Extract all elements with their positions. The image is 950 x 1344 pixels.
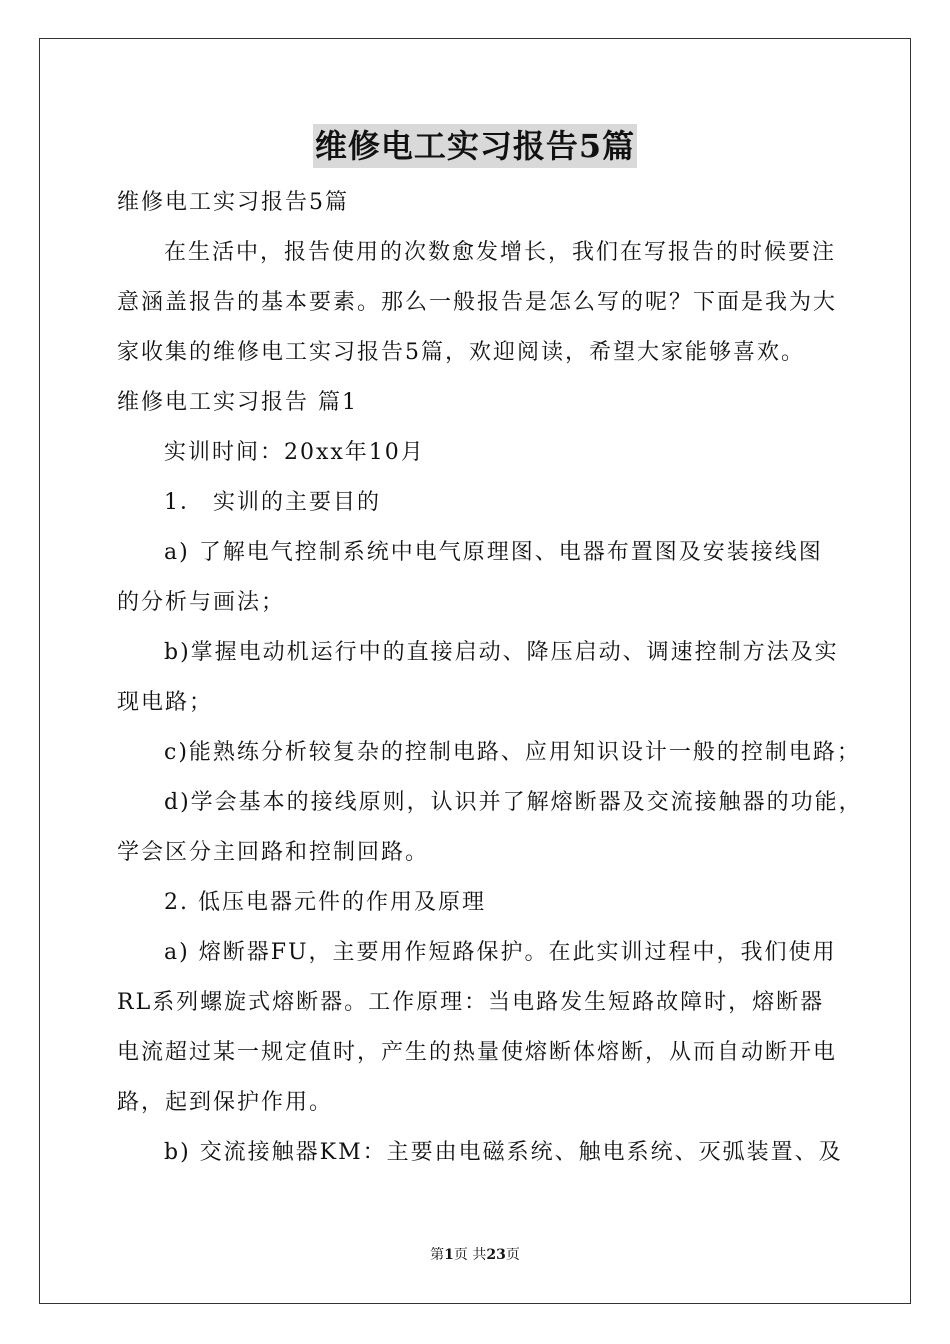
section-heading: 维修电工实习报告 篇1 — [117, 390, 358, 415]
paragraph-line: c)能熟练分析较复杂的控制电路、应用知识设计一般的控制电路； — [164, 740, 861, 765]
page-footer — [0, 1245, 950, 1265]
paragraph-line: 在生活中，报告使用的次数愈发增长，我们在写报告的时候要注 — [164, 240, 837, 265]
page-prefix: 第 — [430, 1247, 445, 1263]
paragraph-line: 电流超过某一规定值时，产生的热量使熔断体熔断，从而自动断开电 — [117, 1040, 838, 1065]
title-container — [0, 124, 950, 168]
paragraph-line: 实训时间：20xx年10月 — [164, 440, 425, 465]
page-suffix: 页 — [505, 1247, 520, 1263]
paragraph-line: 现电路； — [117, 690, 214, 715]
total-pages-number: 23 — [486, 1247, 506, 1263]
paragraph-line: 路，起到保护作用。 — [117, 1090, 334, 1115]
subtitle-line: 维修电工实习报告5篇 — [117, 190, 349, 215]
paragraph-line: 家收集的维修电工实习报告5篇，欢迎阅读，希望大家能够喜欢。 — [117, 340, 805, 365]
numbered-heading: 2. 低压电器元件的作用及原理 — [164, 890, 486, 915]
paragraph-line: 的分析与画法； — [117, 590, 286, 615]
paragraph-line: 意涵盖报告的基本要素。那么一般报告是怎么写的呢？下面是我为大 — [117, 290, 838, 315]
paragraph-line: a) 熔断器FU，主要用作短路保护。在此实训过程中，我们使用 — [164, 940, 837, 965]
document-title: 维修电工实习报告5篇 — [313, 124, 637, 168]
paragraph-line: RL系列螺旋式熔断器。工作原理：当电路发生短路故障时，熔断器 — [117, 990, 825, 1015]
current-page-number: 1 — [444, 1247, 454, 1263]
paragraph-line: b)掌握电动机运行中的直接启动、降压启动、调速控制方法及实 — [164, 640, 839, 665]
paragraph-line: 学会区分主回路和控制回路。 — [117, 840, 430, 865]
paragraph-line: d)学会基本的接线原则，认识并了解熔断器及交流接触器的功能， — [164, 790, 863, 815]
numbered-heading: 1． 实训的主要目的 — [164, 490, 381, 515]
paragraph-line: b) 交流接触器KM：主要由电磁系统、触电系统、灭弧装置、及 — [164, 1140, 843, 1165]
page-mid: 页 共 — [453, 1247, 487, 1263]
paragraph-line: a) 了解电气控制系统中电气原理图、电器布置图及安装接线图 — [164, 540, 823, 565]
document-body — [117, 178, 863, 1178]
